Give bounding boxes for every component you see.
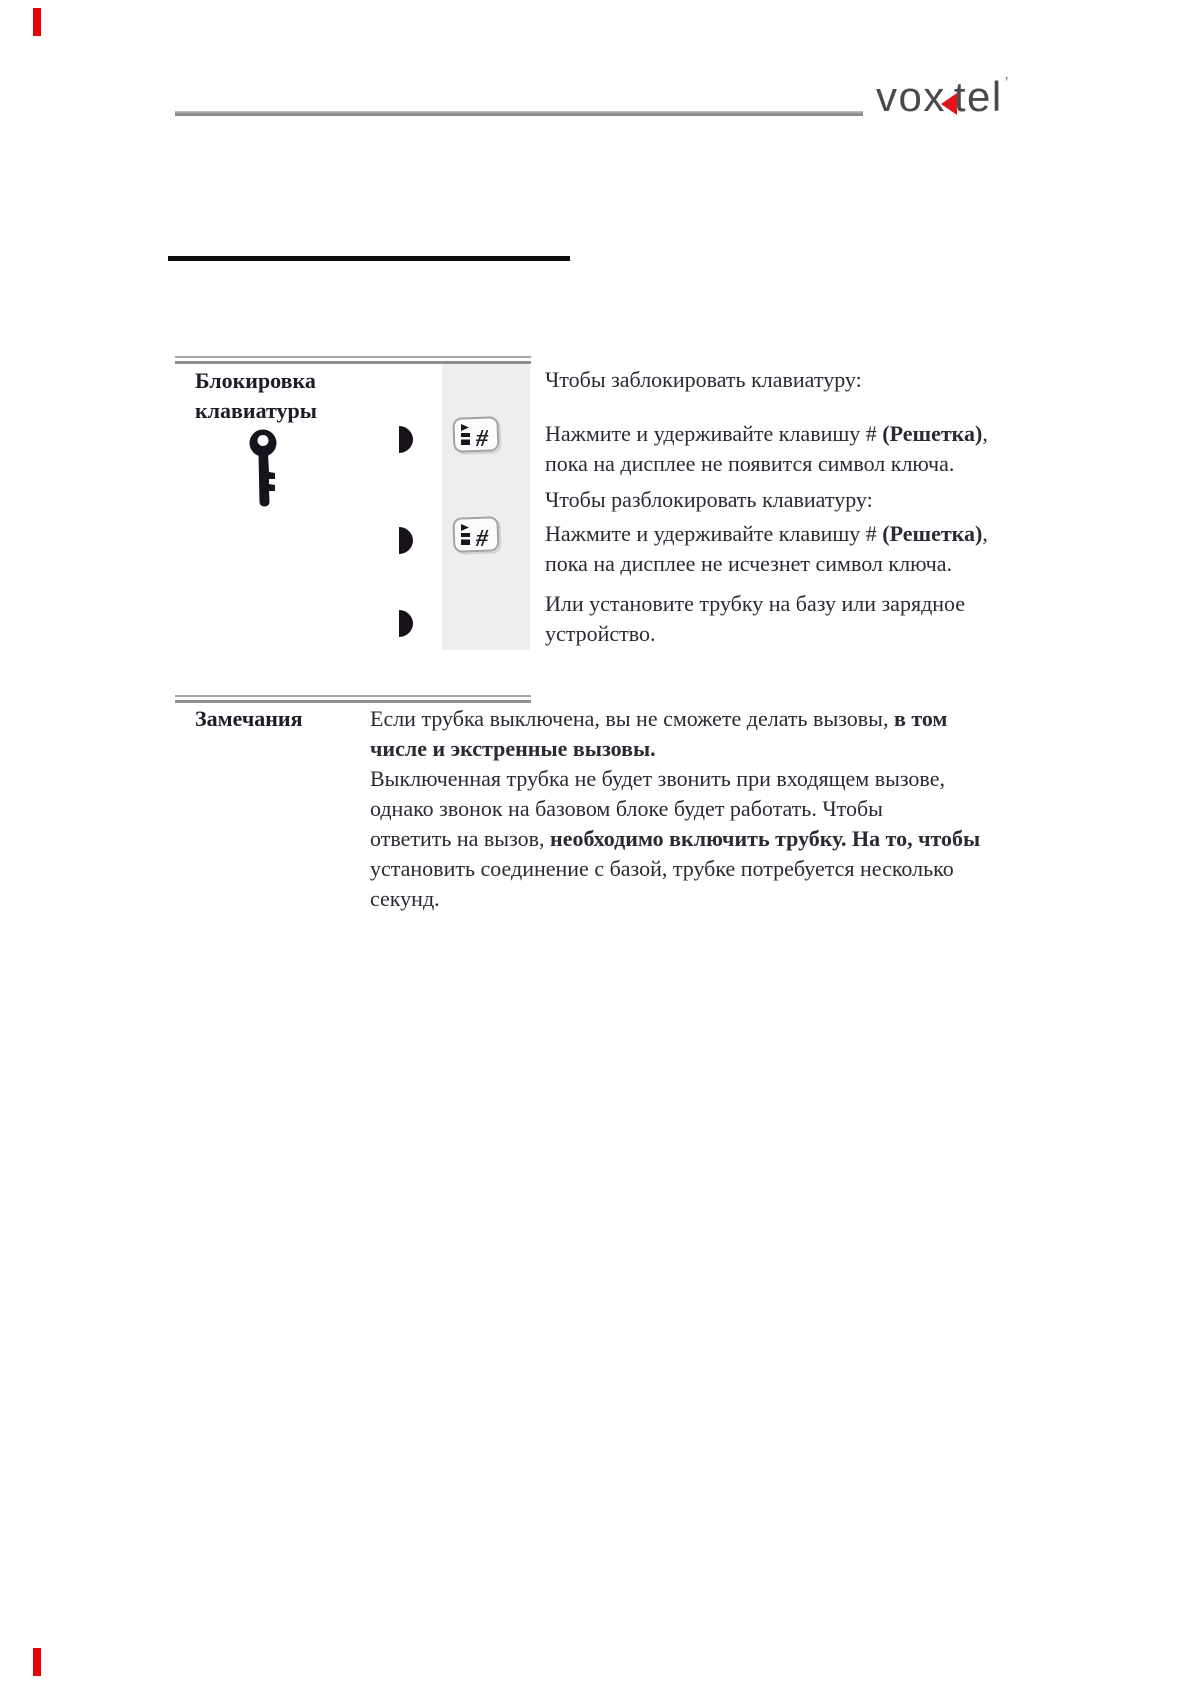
notes-line: ответить на вызов, необходимо включить трубку. На то, чтобы [370,826,981,851]
logo-vox-text: vox [876,73,946,120]
handset-hash-key-icon [451,515,503,557]
instruction-line: Нажмите и удерживайте клавишу # (Решетка), [545,421,988,446]
handset-hash-key-icon [451,415,503,457]
step-bullet-icon [399,610,413,637]
logo-tel-text: tel [953,73,1003,120]
notes-title: Замечания [195,706,303,731]
notes-line: Если трубка выключена, вы не сможете делать вызовы, в том [370,706,948,731]
keypad-lock-title [195,366,317,426]
header-rule [175,111,863,116]
notes-line: установить соединение с базой, трубке потребуется несколько [370,856,954,881]
notes-line: Выключенная трубка не будет звонить при входящем вызове, [370,766,945,791]
keypad-lock-title-line1: Блокировка [195,368,316,393]
instruction-line: устройство. [545,621,656,646]
key-column-band [442,364,530,650]
step-bullet-icon [399,426,413,453]
keypad-lock-title-line2: клавиатуры [195,398,317,423]
step-bullet-icon [399,527,413,554]
instruction-line: Чтобы заблокировать клавиатуру: [545,367,862,392]
instruction-line: Нажмите и удерживайте клавишу # (Решетка), [545,521,988,546]
notes-section-rule [175,695,531,703]
instruction-line: Чтобы разблокировать клавиатуру: [545,487,873,512]
voxtel-logo [876,73,1009,120]
key-icon [246,428,286,516]
registration-mark-top [33,8,41,36]
notes-line: однако звонок на базовом блоке будет работать. Чтобы [370,796,883,821]
notes-line: секунд. [370,886,440,911]
keypad-lock-section-rule [175,356,531,364]
instruction-line: пока на дисплее не исчезнет символ ключа. [545,551,952,576]
instruction-line: пока на дисплее не появится символ ключа. [545,451,955,476]
registration-mark-bottom [33,1648,41,1676]
instruction-line: Или установите трубку на базу или зарядное [545,591,966,616]
hash-symbol: # [476,526,488,552]
notes-line: числе и экстренные вызовы. [370,736,656,761]
hash-symbol: # [476,426,488,452]
section-title-underline [168,256,570,261]
logo-trademark-mark: ’ [1004,75,1009,92]
